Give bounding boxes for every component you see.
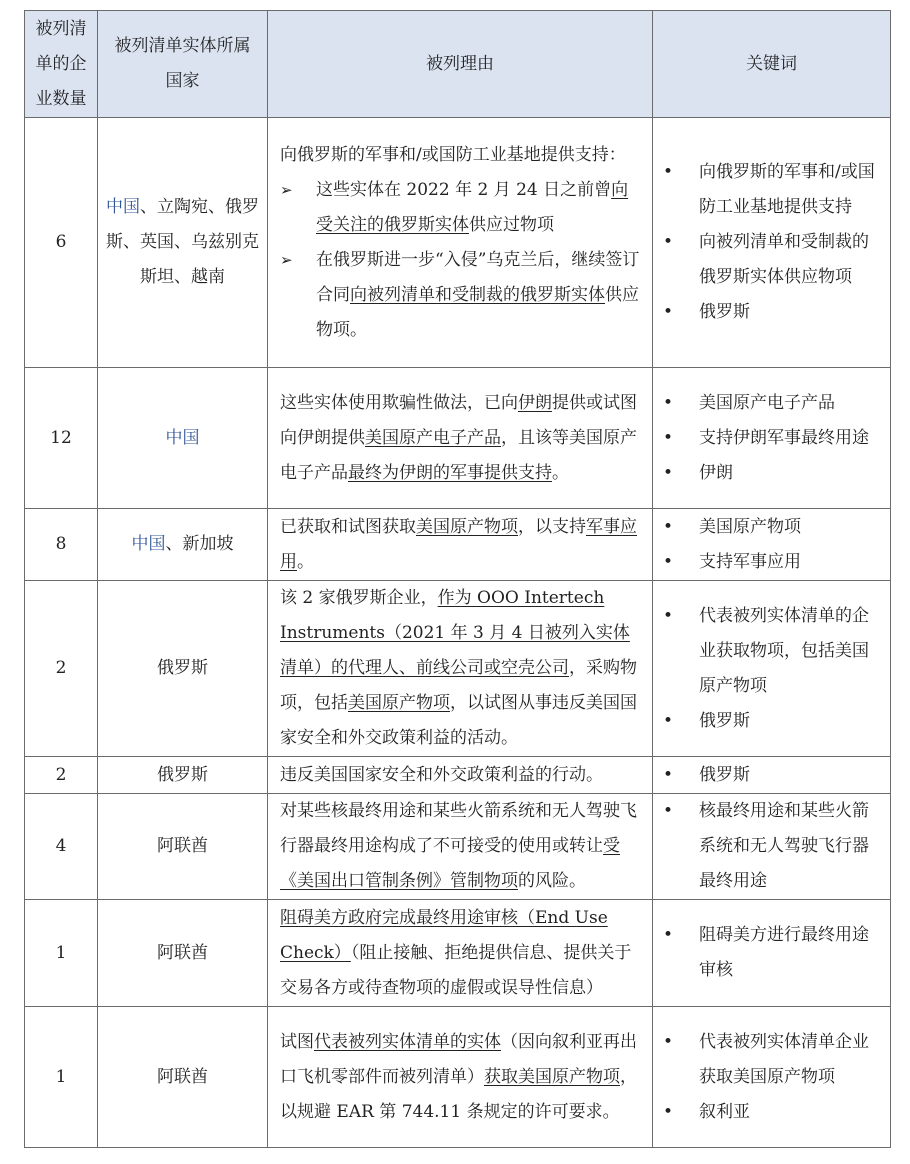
reason-text: 。	[297, 551, 314, 572]
keywords-cell	[653, 1007, 891, 1148]
reason-text: ，以支持	[518, 516, 586, 537]
table-row	[25, 900, 891, 1007]
country-cell: 阿联酋	[98, 794, 268, 900]
table-row	[25, 794, 891, 900]
reason-underline: 最终为伊朗的军事提供支持	[348, 462, 552, 483]
reason-underline: 向受关注的俄罗斯实体	[316, 179, 629, 235]
reason-text: 对某些核最终用途和某些火箭系统和无人驾驶飞行器最终用途构成了不可接受的使用或转让	[280, 801, 637, 856]
keyword-item: • 俄罗斯	[653, 295, 884, 330]
reason-cell	[268, 794, 653, 900]
entity-count: 1	[25, 1007, 98, 1148]
reason-underline: 美国原产物项	[416, 516, 518, 537]
keyword-list	[653, 155, 884, 330]
reason-text: 供应物项。	[316, 284, 639, 340]
country-cell	[98, 118, 268, 368]
reason-text: 。	[552, 462, 569, 483]
keyword-list	[653, 510, 884, 580]
reason-bullet	[280, 243, 644, 348]
entity-count: 2	[25, 757, 98, 794]
country-china: 中国	[106, 197, 140, 217]
entity-count: 1	[25, 900, 98, 1007]
keyword-item: • 伊朗	[653, 456, 884, 491]
reason-underline: 获取美国原产物项	[484, 1066, 620, 1087]
keyword-item: • 向被列清单和受制裁的俄罗斯实体供应物项	[653, 225, 884, 295]
table-row	[25, 581, 891, 757]
header-entity-count: 被列清单的企业数量	[25, 11, 98, 118]
country-others: 、立陶宛、俄罗斯、英国、乌兹别克斯坦、越南	[106, 197, 259, 287]
reason-underline: 伊朗	[518, 392, 552, 413]
table-row	[25, 118, 891, 368]
reason-text: 试图	[280, 1031, 314, 1052]
reason-underline: 美国原产物项	[348, 693, 450, 713]
keyword-item: • 向俄罗斯的军事和/或国防工业基地提供支持	[653, 155, 884, 225]
keywords-cell	[653, 368, 891, 509]
reason-text: （阻止接触、拒绝提供信息、提供关于交易各方或待查物项的虚假或误导性信息）	[280, 942, 632, 998]
reason-cell	[268, 1007, 653, 1148]
reason-cell	[268, 581, 653, 757]
keyword-list	[653, 599, 884, 739]
reason-text: （因向叙利亚再出口飞机零部件而被列清单）	[280, 1031, 637, 1087]
country-china: 中国	[131, 534, 166, 554]
reason-underline: 受《美国出口管制条例》管制物项	[280, 836, 620, 891]
keyword-list	[653, 794, 884, 899]
keyword-list	[653, 918, 884, 988]
keyword-item: • 代表被列实体清单企业获取美国原产物项	[653, 1025, 884, 1095]
keyword-item: • 叙利亚	[653, 1095, 884, 1130]
keyword-item: • 代表被列实体清单的企业获取物项，包括美国原产物项	[653, 599, 884, 704]
reason-intro: 向俄罗斯的军事和/或国防工业基地提供支持：	[280, 144, 626, 165]
keywords-cell	[653, 581, 891, 757]
entity-count: 8	[25, 509, 98, 581]
keyword-item: • 核最终用途和某些火箭系统和无人驾驶飞行器最终用途	[653, 794, 884, 899]
reason-text: ，且该等美国原产电子产品	[280, 427, 637, 483]
keywords-cell	[653, 757, 891, 794]
entity-count: 12	[25, 368, 98, 509]
reason-underline: 向被列清单和受制裁的俄罗斯实体	[350, 284, 605, 305]
keywords-cell	[653, 509, 891, 581]
reason-cell	[268, 368, 653, 509]
reason-text: 的风险。	[518, 871, 586, 891]
header-reason: 被列理由	[268, 11, 653, 118]
reason-text: 该 2 家俄罗斯企业，	[280, 588, 438, 608]
keyword-item: • 支持伊朗军事最终用途	[653, 421, 884, 456]
entity-count: 2	[25, 581, 98, 757]
keyword-list	[653, 758, 884, 793]
keyword-item: • 支持军事应用	[653, 545, 884, 580]
keyword-list	[653, 1025, 884, 1130]
reason-text: 提供或试图向伊朗提供	[280, 392, 637, 448]
keyword-item: • 美国原产物项	[653, 510, 884, 545]
keyword-item: • 美国原产电子产品	[653, 386, 884, 421]
keywords-cell	[653, 900, 891, 1007]
reason-text: 在俄罗斯进一步“入侵”乌克兰后，继续签订合同	[316, 249, 640, 305]
keyword-list	[653, 386, 884, 491]
reason-text: 已获取和试图获取	[280, 516, 416, 537]
reason-bullets	[280, 173, 644, 348]
table-row	[25, 509, 891, 581]
reason-text: ，采购物项，包括	[280, 658, 637, 713]
keywords-cell	[653, 118, 891, 368]
country-cell: 俄罗斯	[98, 581, 268, 757]
table-row	[25, 757, 891, 794]
header-country: 被列清单实体所属国家	[98, 11, 268, 118]
reason-cell	[268, 900, 653, 1007]
table-row	[25, 1007, 891, 1148]
reason-cell: 违反美国国家安全和外交政策利益的行动。	[268, 757, 653, 794]
reason-text: 这些实体在 2022 年 2 月 24 日之前曾	[316, 179, 612, 200]
keyword-item: • 俄罗斯	[653, 704, 884, 739]
country-china: 中国	[165, 427, 200, 448]
reason-text: ，以试图从事违反美国国家安全和外交政策利益的活动。	[280, 693, 637, 748]
entity-count: 4	[25, 794, 98, 900]
reason-underline: 阻碍美方政府完成最终用途审核（End Use Check）	[280, 907, 608, 963]
country-others: 、新加坡	[165, 534, 234, 554]
entity-list-table	[24, 10, 891, 1148]
country-cell: 阿联酋	[98, 900, 268, 1007]
keyword-item: • 俄罗斯	[653, 758, 884, 793]
reason-bullet	[280, 173, 644, 243]
header-keywords: 关键词	[653, 11, 891, 118]
country-cell: 阿联酋	[98, 1007, 268, 1148]
reason-text: 这些实体使用欺骗性做法，已向	[280, 392, 518, 413]
table-header-row	[25, 11, 891, 118]
reason-text: 供应过物项	[469, 214, 554, 235]
country-cell: 俄罗斯	[98, 757, 268, 794]
reason-text: ，以规避 EAR 第 744.11 条规定的许可要求。	[280, 1066, 637, 1122]
reason-cell	[268, 509, 653, 581]
entity-count: 6	[25, 118, 98, 368]
reason-underline: 军事应用	[280, 516, 637, 572]
country-cell	[98, 368, 268, 509]
reason-cell	[268, 118, 653, 368]
reason-underline: 代表被列实体清单的实体	[314, 1031, 501, 1052]
keywords-cell	[653, 794, 891, 900]
keyword-item: • 阻碍美方进行最终用途审核	[653, 918, 884, 988]
country-cell	[98, 509, 268, 581]
table-row	[25, 368, 891, 509]
reason-underline: 作为 OOO Intertech Instruments（2021 年 3 月 4 日被列入实体清单）的代理人、前线公司或空壳公司	[280, 588, 630, 678]
reason-underline: 美国原产电子产品	[365, 427, 501, 448]
